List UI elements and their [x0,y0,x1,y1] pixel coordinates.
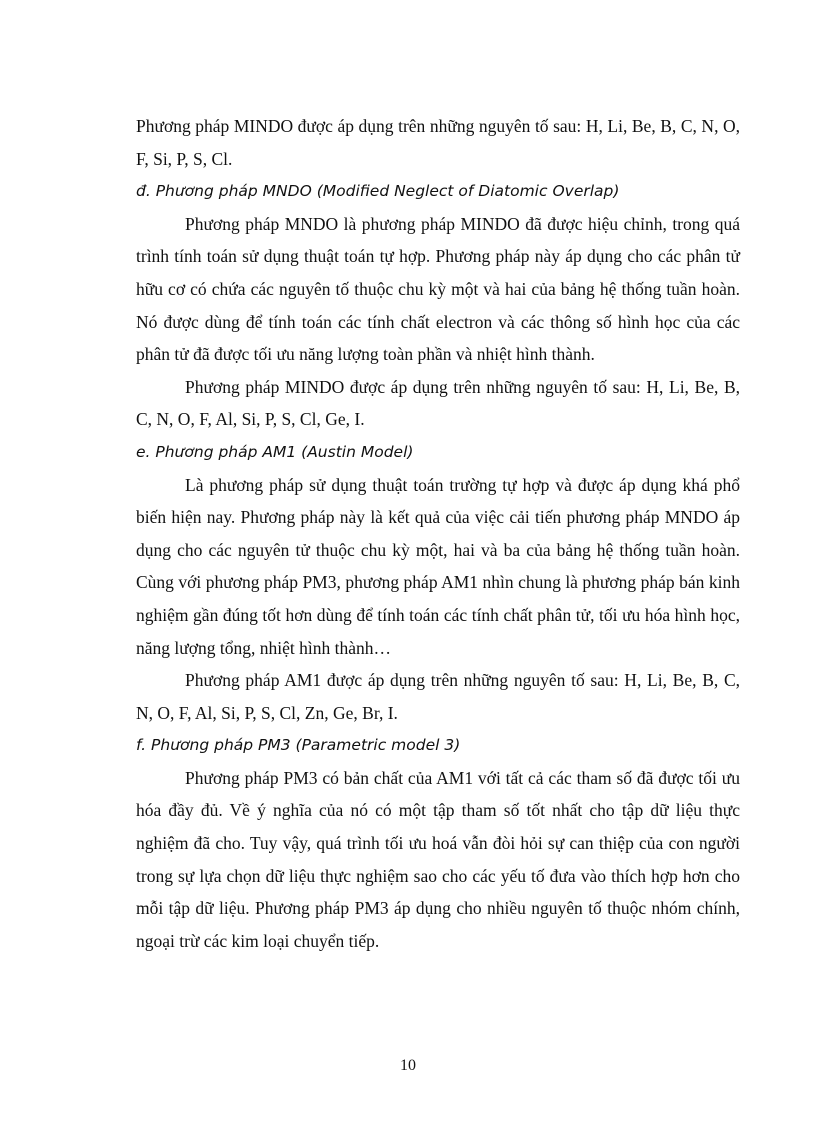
section-heading-mndo: đ. Phương pháp MNDO (Modified Neglect of Diatomic Overlap) [136,182,620,201]
paragraph-mndo-description: Phương pháp MNDO là phương pháp MINDO đã được hiệu chỉnh, trong quá trình tính toán sử dụng thuật toán tự hợp. Phương pháp này áp dụng cho các phân tử hữu cơ có chứa các nguyên tố thuộc chu kỳ một và hai của bảng hệ thống tuần hoàn. Nó được dùng để tính toán các tính chất electron và các thông số hình học của các phân tử đã được tối ưu năng lượng toàn phần và nhiệt hình thành. [136,213,740,365]
page-number: 10 [400,1057,416,1074]
paragraph-mindo-elements: Phương pháp MINDO được áp dụng trên những nguyên tố sau: H, Li, Be, B, C, N, O, F, Si, P, S, Cl. [136,116,740,169]
section-heading-pm3: f. Phương pháp PM3 (Parametric model 3) [136,736,461,755]
paragraph-am1-description: Là phương pháp sử dụng thuật toán trường tự hợp và được áp dụng khá phổ biến hiện nay. Phương pháp này là kết quả của việc cải tiến phương pháp MNDO áp dụng cho các nguyên tử thuộc chu kỳ một, hai và ba của bảng hệ thống tuần hoàn. Cùng với phương pháp PM3, phương pháp AM1 nhìn chung là phương pháp bán kinh nghiệm gần đúng tốt hơn dùng để tính toán các tính chất phân tử, tối ưu hóa hình học, năng lượng tổng, nhiệt hình thành… [136,474,740,658]
paragraph-am1-elements: Phương pháp AM1 được áp dụng trên những nguyên tố sau: H, Li, Be, B, C, N, O, F, Al, Si, P, S, Cl, Zn, Ge, Br, I. [136,670,740,723]
section-heading-am1: e. Phương pháp AM1 (Austin Model) [136,442,414,461]
paragraph-pm3-description: Phương pháp PM3 có bản chất của AM1 với tất cả các tham số đã được tối ưu hóa đầy đủ. Về ý nghĩa của nó có một tập tham số tốt nhất cho tập dữ liệu thực nghiệm đã cho. Tuy vậy, quá trình tối ưu hoá vẫn đòi hỏi sự can thiệp của con người trong sự lựa chọn dữ liệu thực nghiệm sao cho các yếu tố đưa vào thích hợp hơn cho mỗi tập dữ liệu. Phương pháp PM3 áp dụng cho nhiều nguyên tố thuộc nhóm chính, ngoại trừ các kim loại chuyển tiếp. [136,767,740,951]
page-body [136,110,740,957]
paragraph-mndo-elements: Phương pháp MINDO được áp dụng trên những nguyên tố sau: H, Li, Be, B, C, N, O, F, Al, Si, P, S, Cl, Ge, I. [136,376,740,430]
